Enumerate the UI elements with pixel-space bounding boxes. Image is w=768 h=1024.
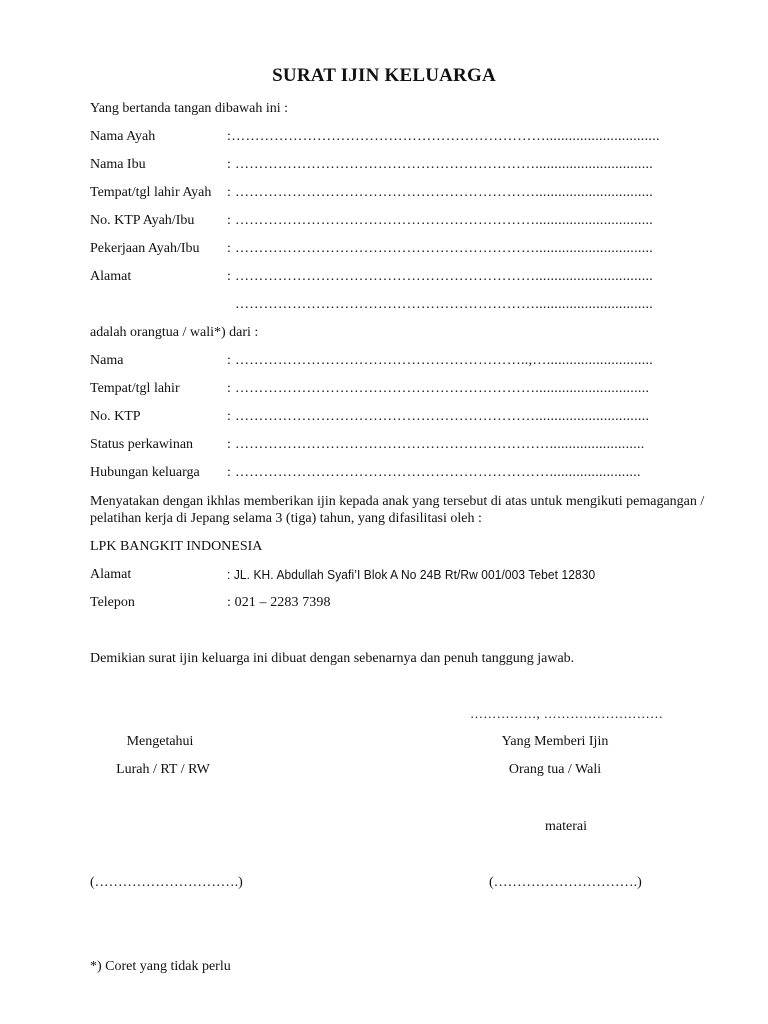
statement-paragraph: Menyatakan dengan ikhlas memberikan ijin kepada anak yang tersebut di atas untuk mengikuti pemagangan / pelatihan kerja di Jepang selama 3 (tiga) tahun, yang difasilitasi oleh : (90, 494, 705, 526)
org-label-telepon: Telepon (90, 595, 135, 610)
field-label-ttl: Tempat/tgl lahir (90, 381, 180, 396)
right-sign-line2: Orang tua / Wali (508, 762, 602, 777)
materai-stamp-label: materai (545, 819, 587, 834)
closing-text: Demikian surat ijin keluarga ini dibuat dengan sebenarnya dan penuh tanggung jawab. (90, 651, 575, 666)
field-label-hubungan: Hubungan keluarga (90, 465, 200, 480)
field-label-nama-ayah: Nama Ayah (90, 129, 156, 144)
field-value-alamat: : ………………………………………………………............................... (227, 269, 654, 284)
field-value-hubungan: : …………………………………………………………........................ (227, 465, 641, 480)
right-sign-name-blank: (………………………….) (489, 875, 642, 890)
left-sign-line1: Mengetahui (126, 734, 194, 749)
field-label-pekerjaan: Pekerjaan Ayah/Ibu (90, 241, 200, 256)
left-sign-line2: Lurah / RT / RW (116, 762, 210, 777)
child-intro-text: adalah orangtua / wali*) dari : (90, 325, 259, 340)
left-sign-name-blank: (………………………….) (90, 875, 243, 890)
org-label-alamat: Alamat (90, 567, 132, 582)
org-value-alamat: : JL. KH. Abdullah Syafi’I Blok A No 24B Rt/Rw 001/003 Tebet 12830 (227, 567, 596, 582)
place-date-blank: ……………, ……………………… (470, 706, 664, 721)
field-value-pekerjaan: : ………………………………………………………............................... (227, 241, 654, 256)
footnote: *) Coret yang tidak perlu (90, 959, 231, 974)
field-label-status: Status perkawinan (90, 437, 194, 452)
field-value-ttl: : ……………………………………………………….............................. (227, 381, 650, 396)
field-label-ttl-ayah: Tempat/tgl lahir Ayah (90, 185, 212, 200)
field-value-nama-ayah: :………………………………………………………….............................. (227, 129, 660, 144)
field-value-nama: : ……………………………………………………..,…............................ (227, 353, 654, 368)
field-label-ktp-ayah-ibu: No. KTP Ayah/Ibu (90, 213, 195, 228)
field-value-nama-ibu: : ………………………………………………………............................... (227, 157, 654, 172)
field-label-alamat: Alamat (90, 269, 132, 284)
org-name: LPK BANGKIT INDONESIA (90, 539, 263, 554)
field-value-ttl-ayah: : ………………………………………………………............................... (227, 185, 654, 200)
field-value-alamat-continuation: ………………………………………………………............................... (235, 297, 654, 312)
right-sign-line1: Yang Memberi Ijin (501, 734, 609, 749)
field-value-status: : …………………………………………………………......................... (227, 437, 645, 452)
field-label-nama-ibu: Nama Ibu (90, 157, 146, 172)
field-label-ktp: No. KTP (90, 409, 141, 424)
intro-text: Yang bertanda tangan dibawah ini : (90, 101, 289, 116)
letter-title: SURAT IJIN KELUARGA (272, 65, 496, 86)
field-value-ktp-ayah-ibu: : ………………………………………………………............................... (227, 213, 654, 228)
org-value-telepon: : 021 – 2283 7398 (227, 595, 331, 610)
field-label-nama: Nama (90, 353, 124, 368)
field-value-ktp: : ……………………………………………………….............................. (227, 409, 650, 424)
